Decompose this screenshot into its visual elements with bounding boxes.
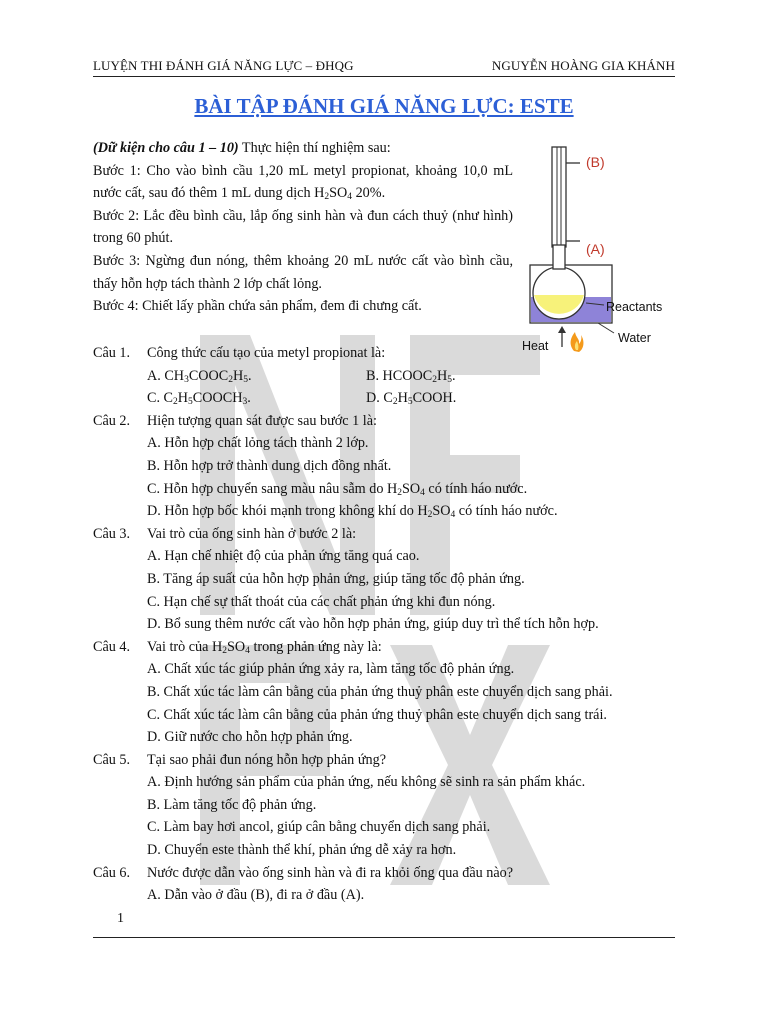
page-number: 1: [117, 911, 124, 926]
intro-step-1: Bước 1: Cho vào bình cầu 1,20 mL metyl propionat, khoảng 10,0 mL nước cất, sau đó thêm 1 mL dung dịch $H_2SO_4$ 20%.: [93, 162, 513, 203]
question-6: [93, 862, 683, 907]
label-water: Water: [618, 331, 651, 345]
question-1: [93, 342, 683, 410]
intro-lead-rest: Thực hiện thí nghiệm sau:: [238, 140, 391, 156]
intro-block: [93, 137, 513, 318]
option-d: D. $C_2H_5COOH$.: [366, 390, 457, 408]
option-a: A. Chất xúc tác giúp phản ứng xảy ra, làm tăng tốc độ phản ứng.: [147, 661, 515, 678]
intro-step-4: Bước 4: Chiết lấy phần chứa sản phẩm, đem đi chưng cất.: [93, 298, 422, 315]
option-a: A. Hỗn hợp chất lỏng tách thành 2 lớp.: [147, 435, 369, 452]
option-c: C. Hạn chế sự thất thoát của các chất phản ứng khi đun nóng.: [147, 593, 496, 610]
question-5: [93, 749, 683, 862]
question-3: [93, 523, 683, 636]
option-b: B. Hỗn hợp trở thành dung dịch đồng nhất.: [147, 457, 392, 474]
question-number: Câu 3.: [93, 525, 131, 542]
intro-lead-paragraph: [93, 137, 513, 160]
question-list: [93, 342, 683, 907]
question-4: [93, 636, 683, 749]
label-b: (B): [586, 154, 605, 170]
header-rule: [93, 76, 675, 77]
header-author: NGUYỄN HOÀNG GIA KHÁNH: [491, 58, 675, 73]
question-number: Câu 4.: [93, 638, 131, 655]
label-reactants: Reactants: [606, 300, 663, 314]
option-d: D. Hỗn hợp bốc khói mạnh trong không khí do $H_2SO_4$ có tính háo nước.: [147, 503, 558, 521]
question-number: Câu 1.: [93, 345, 131, 361]
label-a: (A): [586, 241, 605, 257]
option-c: C. $C_2H_5COOCH_3$.: [147, 390, 251, 408]
question-text: Vai trò của $H_2SO_4$ trong phản ứng này là:: [147, 638, 382, 656]
condenser-tube: [552, 147, 566, 247]
footer-rule: [93, 937, 675, 938]
option-a: A. Dẫn vào ở đầu (B), đi ra ở đầu (A).: [147, 887, 365, 904]
question-number: Câu 2.: [93, 412, 131, 429]
question-text: Vai trò của ống sinh hàn ở bước 2 là:: [147, 525, 357, 542]
question-number: Câu 5.: [93, 751, 131, 768]
reflux-apparatus-diagram: [518, 145, 678, 355]
option-b: B. Tăng áp suất của hỗn hợp phản ứng, giúp tăng tốc độ phản ứng.: [147, 570, 525, 587]
option-c: C. Chất xúc tác làm cân bằng của phản ứng thuỷ phân este chuyển dịch sang trái.: [147, 706, 607, 723]
option-c: C. Làm bay hơi ancol, giúp cân bằng chuyển dịch sang phải.: [147, 819, 491, 836]
intro-step-2: Bước 2: Lắc đều bình cầu, lắp ống sinh hàn và đun cách thuỷ (như hình) trong 60 phút.: [93, 207, 513, 247]
option-b: B. Làm tăng tốc độ phản ứng.: [147, 796, 317, 813]
option-a: A. Định hướng sản phẩm của phản ứng, nếu không sẽ sinh ra sản phẩm khác.: [147, 774, 586, 791]
question-text: Tại sao phải đun nóng hỗn hợp phản ứng?: [147, 751, 386, 768]
question-2: [93, 410, 683, 523]
option-b: B. $HCOOC_2H_5$.: [366, 367, 456, 385]
intro-lead: (Dữ kiện cho câu 1 – 10): [93, 140, 239, 156]
option-b: B. Chất xúc tác làm cân bằng của phản ứng thuỷ phân este chuyển dịch sang phải.: [147, 683, 613, 700]
question-number: Câu 6.: [93, 864, 131, 881]
question-text: Công thức cấu tạo của metyl propionat là:: [147, 345, 386, 361]
option-a: A. $CH_3COOC_2H_5$.: [147, 367, 252, 385]
question-text: Nước được dẫn vào ống sinh hàn và đi ra khỏi ống qua đầu nào?: [147, 864, 514, 881]
header-left-title: LUYỆN THI ĐÁNH GIÁ NĂNG LỰC – ĐHQG: [93, 58, 354, 73]
question-text: Hiện tượng quan sát được sau bước 1 là:: [147, 412, 377, 429]
page-title: BÀI TẬP ĐÁNH GIÁ NĂNG LỰC: ESTE: [194, 94, 574, 118]
option-d: D. Chuyển este thành thể khí, phản ứng dễ xảy ra hơn.: [147, 842, 457, 859]
option-c: C. Hỗn hợp chuyển sang màu nâu sẫm do $H_2SO_4$ có tính háo nước.: [147, 480, 528, 498]
option-a: A. Hạn chế nhiệt độ của phản ứng tăng quá cao.: [147, 548, 420, 565]
option-d: D. Giữ nước cho hỗn hợp phản ứng.: [147, 729, 353, 746]
option-d: D. Bổ sung thêm nước cất vào hỗn hợp phản ứng, giúp duy trì thể tích hỗn hợp.: [147, 616, 599, 633]
label-heat: Heat: [522, 339, 549, 353]
intro-step-3: Bước 3: Ngừng đun nóng, thêm khoảng 20 mL nước cất vào bình cầu, thấy hỗn hợp tách thành 2 lớp chất lỏng.: [93, 252, 513, 292]
